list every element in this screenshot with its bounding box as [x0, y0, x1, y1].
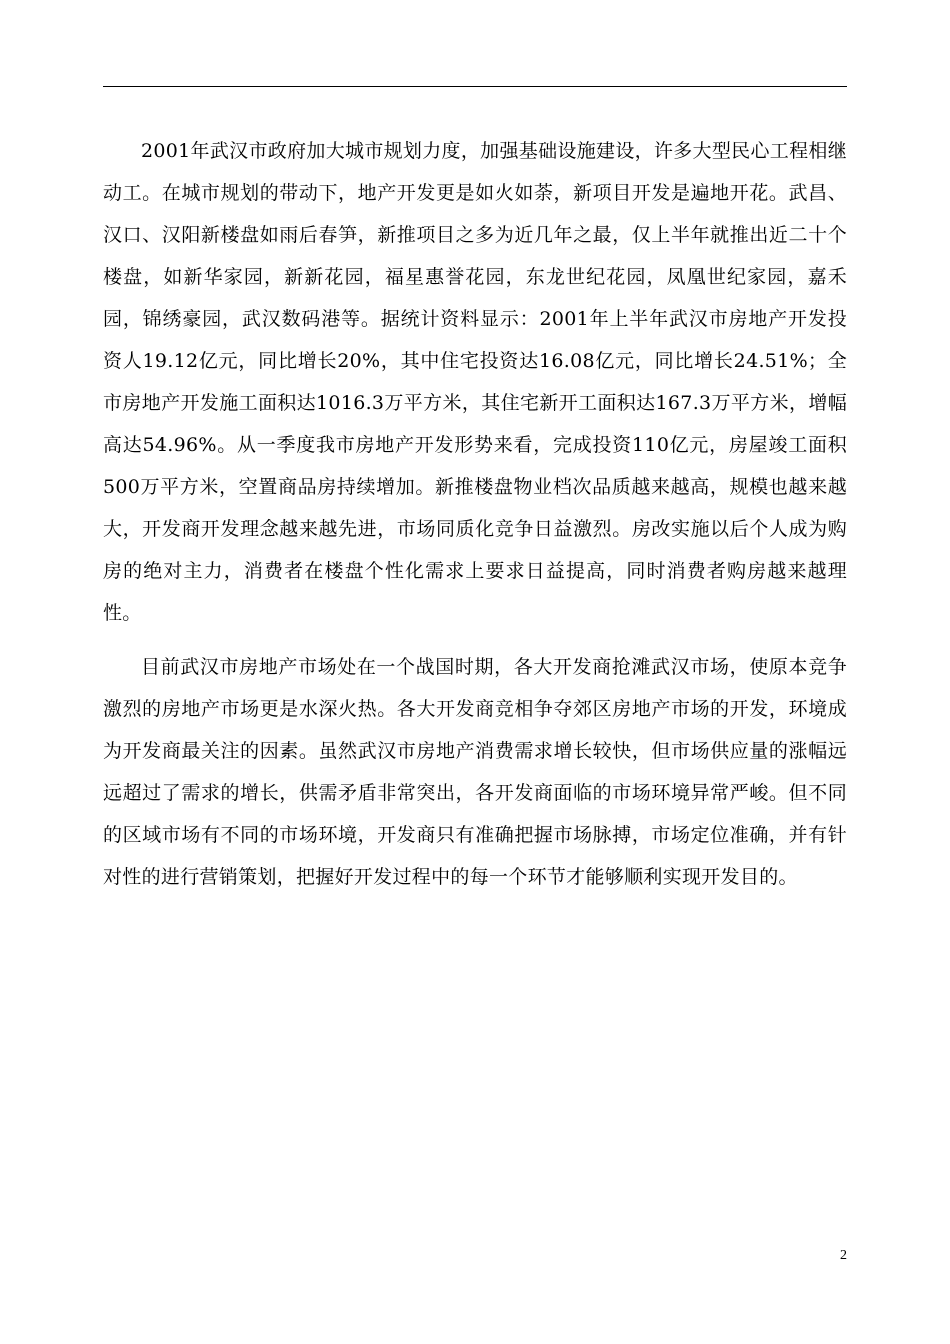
header-rule: [103, 86, 847, 87]
paragraph-2: 目前武汉市房地产市场处在一个战国时期，各大开发商抢滩武汉市场，使原本竞争激烈的房地产市场更是水深火热。各大开发商竞相争夺郊区房地产市场的开发，环境成为开发商最关注的因素。虽然武汉市房地产消费需求增长较快，但市场供应量的涨幅远远超过了需求的增长，供需矛盾非常突出，各开发商面临的市场环境异常严峻。但不同的区域市场有不同的市场环境，开发商只有准确把握市场脉搏，市场定位准确，并有针对性的进行营销策划，把握好开发过程中的每一个环节才能够顺利实现开发目的。: [103, 656, 847, 888]
document-body: [103, 130, 847, 898]
paragraph-1: 2001年武汉市政府加大城市规划力度，加强基础设施建设，许多大型民心工程相继动工。在城市规划的带动下，地产开发更是如火如荼，新项目开发是遍地开花。武昌、汉口、汉阳新楼盘如雨后春笋，新推项目之多为近几年之最，仅上半年就推出近二十个楼盘，如新华家园，新新花园，福星惠誉花园，东龙世纪花园，凤凰世纪家园，嘉禾园，锦绣豪园，武汉数码港等。据统计资料显示：2001年上半年武汉市房地产开发投资人19.12亿元，同比增长20%，其中住宅投资达16.08亿元，同比增长24.51%；全市房地产开发施工面积达1016.3万平方米，其住宅新开工面积达167.3万平方米，增幅高达54.96%。从一季度我市房地产开发形势来看，完成投资110亿元，房屋竣工面积500万平方米，空置商品房持续增加。新推楼盘物业档次品质越来越高，规模也越来越大，开发商开发理念越来越先进，市场同质化竞争日益激烈。房改实施以后个人成为购房的绝对主力，消费者在楼盘个性化需求上要求日益提高，同时消费者购房越来越理性。: [103, 140, 847, 624]
page-number: 2: [840, 1248, 847, 1263]
